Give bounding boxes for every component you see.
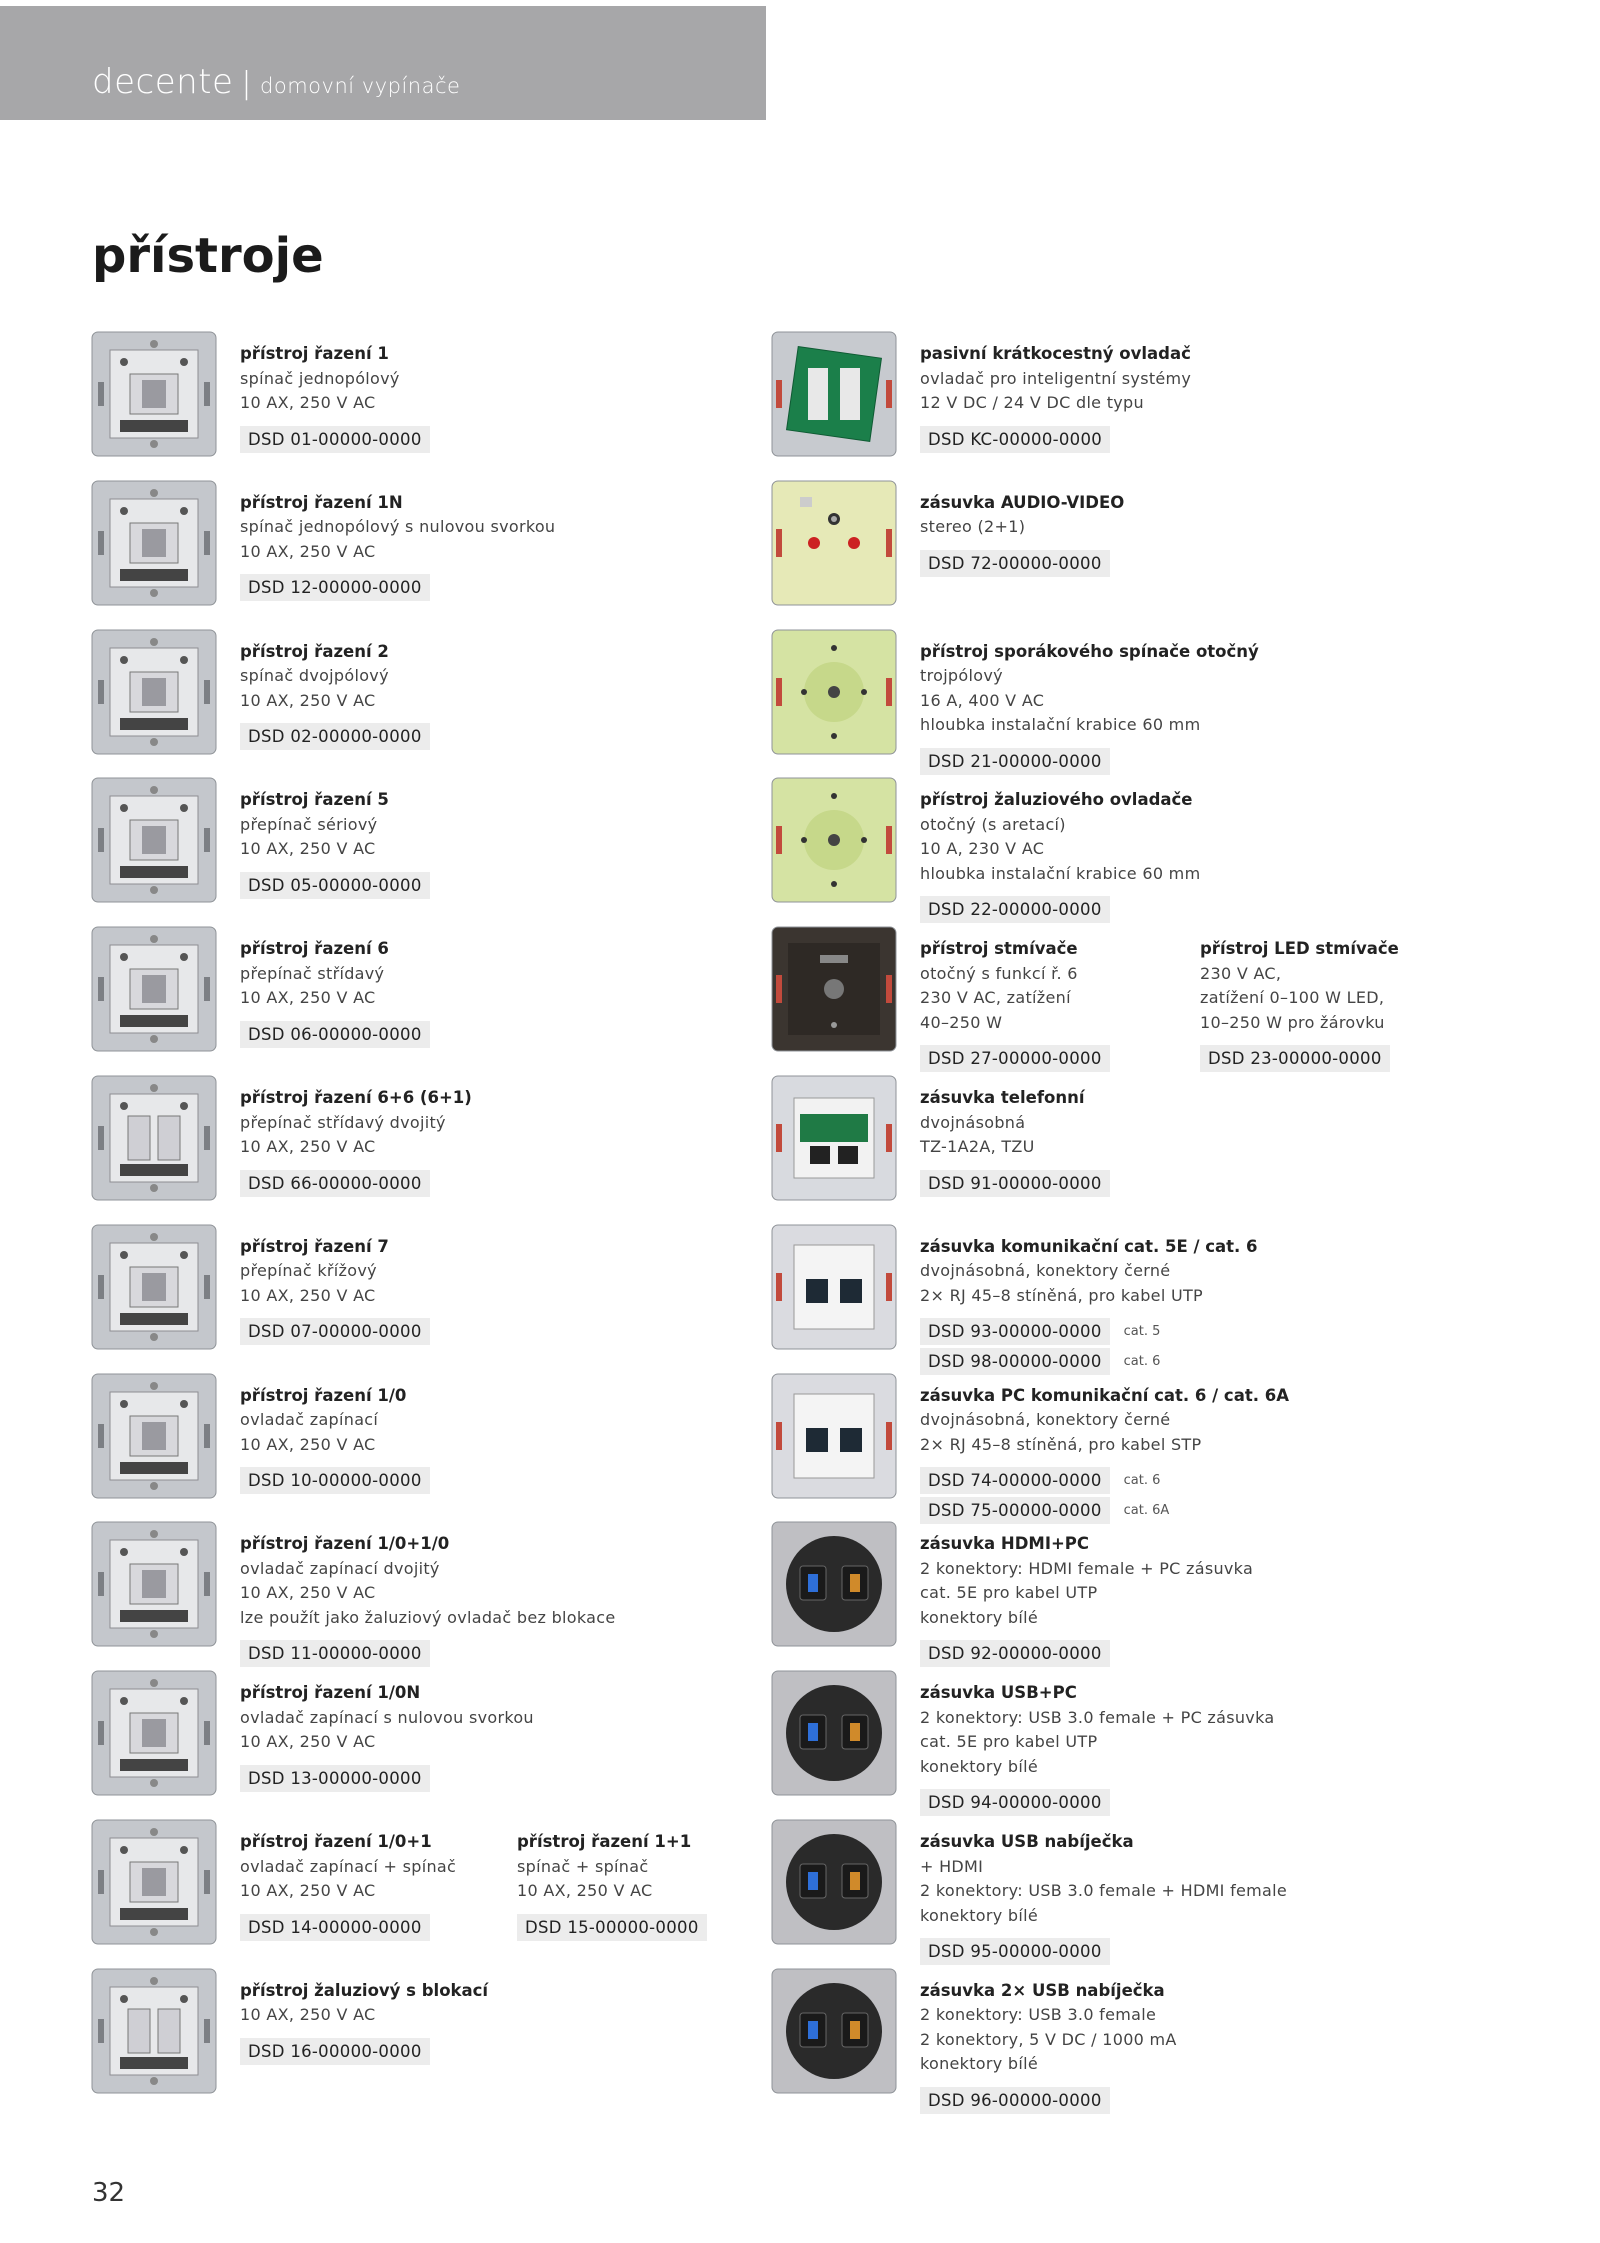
product-spec-line: ovladač pro inteligentní systémy xyxy=(920,368,1192,388)
product-name: přístroj řazení 1/0 xyxy=(240,1385,407,1405)
product-name: pasivní krátkocestný ovladač xyxy=(920,344,1191,363)
product-code: DSD 05-00000-0000 xyxy=(240,872,430,899)
product-code: DSD 02-00000-0000 xyxy=(240,723,430,750)
product-spec-line: 10 A, 230 V AC xyxy=(920,839,1045,859)
product-info xyxy=(920,1384,1289,1525)
product-info xyxy=(240,1979,488,2065)
product-spec-line: cat. 5E pro kabel UTP xyxy=(920,1732,1098,1752)
product-name: přístroj řazení 1N xyxy=(240,492,403,512)
brand-name: decente xyxy=(92,62,234,102)
product-spec-line: hloubka instalační krabice 60 mm xyxy=(920,863,1201,883)
product-item xyxy=(770,330,1570,470)
product-info xyxy=(240,491,555,602)
product-spec-line: 10 AX, 250 V AC xyxy=(240,541,376,561)
product-code-row xyxy=(517,1914,707,1941)
product-item xyxy=(770,1967,1570,2110)
product-spec-line: otočný s funkcí ř. 6 xyxy=(920,963,1078,983)
product-image xyxy=(90,1520,218,1648)
product-spec-line: 230 V AC, zatížení xyxy=(920,988,1071,1008)
product-item xyxy=(90,1223,710,1363)
product-image xyxy=(770,479,898,607)
product-spec-line: dvojnásobná, konektory černé xyxy=(920,1410,1171,1430)
product-code: DSD 10-00000-0000 xyxy=(240,1467,430,1494)
product-item xyxy=(90,925,710,1065)
product-spec-line: 10 AX, 250 V AC xyxy=(240,839,376,859)
product-spec-line: 40–250 W xyxy=(920,1012,1003,1032)
product-spec-line: lze použít jako žaluziový ovladač bez blokace xyxy=(240,1607,616,1627)
product-variant-info xyxy=(1200,937,1399,1072)
product-variant-info xyxy=(517,1830,707,1941)
product-spec-line: konektory bílé xyxy=(920,1756,1039,1776)
product-code-row xyxy=(240,1467,430,1494)
product-code: DSD 92-00000-0000 xyxy=(920,1640,1110,1667)
product-code-row xyxy=(920,426,1191,453)
product-code-row xyxy=(240,1170,472,1197)
product-spec-line: 16 A, 400 V AC xyxy=(920,690,1045,710)
product-code-row xyxy=(240,1021,430,1048)
product-name: zásuvka komunikační cat. 5E / cat. 6 xyxy=(920,1236,1258,1256)
product-spec-line: 10 AX, 250 V AC xyxy=(240,1881,376,1900)
product-info xyxy=(920,1681,1274,1816)
product-code: DSD 94-00000-0000 xyxy=(920,1789,1110,1816)
product-spec-line: 10 AX, 250 V AC xyxy=(240,690,376,710)
header-subtitle: domovní vypínače xyxy=(260,74,461,98)
product-info xyxy=(920,342,1191,453)
product-name: zásuvka 2× USB nabíječka xyxy=(920,1980,1165,2000)
product-spec-line: 10 AX, 250 V AC xyxy=(240,393,376,412)
product-spec-line: 12 V DC / 24 V DC dle typu xyxy=(920,393,1144,412)
product-image xyxy=(90,925,218,1053)
header-bar xyxy=(0,6,766,120)
product-name: přístroj řazení 1/0+1/0 xyxy=(240,1534,450,1554)
product-spec-line: TZ-1A2A, TZU xyxy=(920,1137,1035,1156)
product-code-row xyxy=(920,1789,1274,1816)
product-spec-line: 2 konektory, 5 V DC / 1000 mA xyxy=(920,2029,1177,2049)
product-info xyxy=(920,788,1200,923)
product-name: přístroj stmívače xyxy=(920,939,1078,959)
product-info xyxy=(920,640,1259,775)
product-spec-line: hloubka instalační krabice 60 mm xyxy=(920,715,1201,735)
product-spec-line: ovladač zapínací + spínač xyxy=(240,1856,457,1876)
product-code: DSD 15-00000-0000 xyxy=(517,1914,707,1941)
product-code: DSD 07-00000-0000 xyxy=(240,1318,430,1345)
product-info xyxy=(240,1086,472,1197)
product-spec-line: spínač jednopólový xyxy=(240,368,400,388)
product-spec-line: stereo (2+1) xyxy=(920,517,1026,537)
product-image xyxy=(770,1074,898,1202)
product-info xyxy=(240,1235,430,1346)
product-image xyxy=(770,1967,898,2095)
product-code: DSD 75-00000-0000 xyxy=(920,1497,1110,1524)
product-spec-line: 2× RJ 45–8 stíněná, pro kabel STP xyxy=(920,1434,1202,1454)
product-spec-line: spínač jednopólový s nulovou svorkou xyxy=(240,517,556,537)
product-image xyxy=(770,1520,898,1648)
product-code-row xyxy=(920,2087,1177,2114)
product-image xyxy=(770,1372,898,1500)
product-code: DSD 72-00000-0000 xyxy=(920,550,1110,577)
product-item xyxy=(90,776,710,916)
product-spec-line: otočný (s aretací) xyxy=(920,814,1066,834)
product-item xyxy=(90,330,710,470)
product-code-row xyxy=(920,1170,1110,1197)
product-info xyxy=(240,1681,534,1792)
product-name: zásuvka HDMI+PC xyxy=(920,1534,1090,1554)
product-image xyxy=(770,628,898,756)
product-info xyxy=(920,1532,1253,1667)
product-info xyxy=(920,937,1110,1072)
product-code-row xyxy=(920,748,1259,775)
product-spec-line: konektory bílé xyxy=(920,1905,1039,1925)
product-spec-line: dvojnásobná, konektory černé xyxy=(920,1261,1171,1281)
product-code: DSD 06-00000-0000 xyxy=(240,1021,430,1048)
product-info xyxy=(240,937,430,1048)
product-image xyxy=(90,1818,218,1946)
product-info xyxy=(240,342,430,453)
product-code: DSD 96-00000-0000 xyxy=(920,2087,1110,2114)
product-code: DSD 23-00000-0000 xyxy=(1200,1045,1390,1072)
product-code-row xyxy=(240,723,430,750)
product-code-note: cat. 5 xyxy=(1123,1324,1161,1340)
product-code: DSD 01-00000-0000 xyxy=(240,426,430,453)
product-spec-line: 10 AX, 250 V AC xyxy=(240,988,376,1008)
product-spec-line: ovladač zapínací dvojitý xyxy=(240,1558,440,1578)
product-code-row xyxy=(240,574,555,601)
product-spec-line: 10 AX, 250 V AC xyxy=(240,2005,376,2025)
product-spec-line: 10 AX, 250 V AC xyxy=(240,1732,376,1752)
product-item xyxy=(770,1372,1570,1521)
product-spec-line: ovladač zapínací xyxy=(240,1410,379,1430)
product-code-row xyxy=(240,2038,488,2065)
product-code-row xyxy=(920,896,1200,923)
product-item xyxy=(770,628,1570,771)
product-name: zásuvka USB+PC xyxy=(920,1683,1077,1703)
product-item xyxy=(90,1372,710,1512)
product-spec-line: zatížení 0–100 W LED, xyxy=(1200,988,1385,1008)
product-code: DSD 14-00000-0000 xyxy=(240,1914,430,1941)
product-name: zásuvka telefonní xyxy=(920,1088,1085,1107)
product-spec-line: 2× RJ 45–8 stíněná, pro kabel UTP xyxy=(920,1285,1203,1305)
product-code: DSD 91-00000-0000 xyxy=(920,1170,1110,1197)
product-name: přístroj řazení 5 xyxy=(240,790,389,810)
product-code-row xyxy=(240,1914,456,1941)
product-info xyxy=(920,1235,1258,1376)
product-code: DSD 12-00000-0000 xyxy=(240,574,430,601)
product-code: DSD 74-00000-0000 xyxy=(920,1467,1110,1494)
product-spec-line: přepínač sériový xyxy=(240,814,378,834)
product-spec-line: + HDMI xyxy=(920,1856,984,1876)
product-code-row xyxy=(240,1765,534,1792)
product-spec-line: přepínač křížový xyxy=(240,1261,377,1281)
product-spec-line: 10 AX, 250 V AC xyxy=(240,1434,376,1454)
product-spec-line: 10 AX, 250 V AC xyxy=(240,1583,376,1603)
product-spec-line: spínač dvojpólový xyxy=(240,666,389,686)
product-code: DSD 21-00000-0000 xyxy=(920,748,1110,775)
product-spec-line: přepínač střídavý dvojitý xyxy=(240,1112,446,1132)
product-info xyxy=(240,788,430,899)
product-image xyxy=(90,1669,218,1797)
product-name: přístroj LED stmívače xyxy=(1200,939,1399,959)
product-code-row xyxy=(240,426,430,453)
product-spec-line: přepínač střídavý xyxy=(240,963,385,983)
product-item xyxy=(90,1967,710,2107)
product-image xyxy=(770,1669,898,1797)
product-image xyxy=(90,1372,218,1500)
product-info xyxy=(920,1086,1110,1197)
product-code-note: cat. 6 xyxy=(1123,1473,1161,1489)
product-item xyxy=(770,1074,1570,1214)
product-name: přístroj řazení 7 xyxy=(240,1236,389,1256)
product-image xyxy=(770,925,898,1053)
product-name: přístroj řazení 1+1 xyxy=(517,1832,692,1851)
product-code-row xyxy=(920,550,1124,577)
product-name: přístroj řazení 1 xyxy=(240,344,389,363)
page-number: 32 xyxy=(92,2178,126,2208)
product-code: DSD KC-00000-0000 xyxy=(920,426,1110,453)
product-code-row xyxy=(920,1318,1258,1345)
product-image xyxy=(90,776,218,904)
product-spec-line: ovladač zapínací s nulovou svorkou xyxy=(240,1707,534,1727)
product-info xyxy=(920,491,1124,577)
product-name: přístroj řazení 2 xyxy=(240,641,389,661)
product-name: zásuvka PC komunikační cat. 6 / cat. 6A xyxy=(920,1385,1289,1405)
header-separator: | xyxy=(241,66,253,101)
product-code: DSD 27-00000-0000 xyxy=(920,1045,1110,1072)
product-spec-line: 10 AX, 250 V AC xyxy=(240,1137,376,1156)
product-spec-line: dvojnásobná xyxy=(920,1112,1026,1132)
product-code: DSD 13-00000-0000 xyxy=(240,1765,430,1792)
product-code: DSD 16-00000-0000 xyxy=(240,2038,430,2065)
product-code: DSD 95-00000-0000 xyxy=(920,1938,1110,1965)
product-code: DSD 98-00000-0000 xyxy=(920,1348,1110,1375)
product-info xyxy=(920,1979,1177,2114)
product-code-row xyxy=(240,872,430,899)
product-name: přístroj sporákového spínače otočný xyxy=(920,641,1259,661)
product-image xyxy=(770,776,898,904)
header-title xyxy=(92,62,460,102)
product-image xyxy=(770,1223,898,1351)
product-spec-line: 2 konektory: USB 3.0 female + HDMI female xyxy=(920,1881,1288,1900)
product-item xyxy=(90,1074,710,1214)
product-spec-line: 10–250 W pro žárovku xyxy=(1200,1012,1385,1032)
product-spec-line: trojpólový xyxy=(920,666,1003,686)
product-info xyxy=(920,1830,1287,1965)
product-name: přístroj řazení 1/0+1 xyxy=(240,1832,432,1851)
product-item xyxy=(90,1520,710,1664)
product-spec-line: 2 konektory: HDMI female + PC zásuvka xyxy=(920,1558,1254,1578)
product-code-row xyxy=(1200,1045,1399,1072)
product-name: přístroj řazení 6+6 (6+1) xyxy=(240,1088,472,1107)
product-code: DSD 93-00000-0000 xyxy=(920,1318,1110,1345)
product-spec-line: 230 V AC, xyxy=(1200,963,1282,983)
product-item xyxy=(770,1669,1570,1813)
product-spec-line: 10 AX, 250 V AC xyxy=(517,1881,653,1900)
product-image xyxy=(90,330,218,458)
product-spec-line: 2 konektory: USB 3.0 female + PC zásuvka xyxy=(920,1707,1275,1727)
product-name: přístroj řazení 6 xyxy=(240,939,389,959)
product-image xyxy=(770,330,898,458)
product-info xyxy=(240,640,430,751)
page-title: přístroje xyxy=(92,228,324,284)
product-item xyxy=(770,925,1570,1069)
product-code-row xyxy=(920,1938,1287,1965)
product-name: přístroj řazení 1/0N xyxy=(240,1683,421,1703)
product-spec-line: konektory bílé xyxy=(920,1607,1039,1627)
product-item xyxy=(770,776,1570,920)
product-image xyxy=(90,1967,218,2095)
product-image xyxy=(90,479,218,607)
product-code: DSD 11-00000-0000 xyxy=(240,1640,430,1667)
product-info xyxy=(240,1830,456,1941)
product-spec-line: spínač + spínač xyxy=(517,1856,649,1876)
product-item xyxy=(90,479,710,619)
product-code-row xyxy=(920,1045,1110,1072)
product-spec-line: konektory bílé xyxy=(920,2054,1039,2074)
product-code: DSD 66-00000-0000 xyxy=(240,1170,430,1197)
product-item xyxy=(770,1223,1570,1372)
product-spec-line: cat. 5E pro kabel UTP xyxy=(920,1583,1098,1603)
product-code-note: cat. 6 xyxy=(1123,1354,1161,1370)
product-image xyxy=(90,628,218,756)
product-code-note: cat. 6A xyxy=(1123,1503,1170,1519)
product-spec-line: 10 AX, 250 V AC xyxy=(240,1285,376,1305)
product-info xyxy=(240,1532,615,1667)
product-info xyxy=(240,1384,430,1495)
product-item xyxy=(770,1818,1570,1961)
product-item xyxy=(90,1669,710,1809)
product-item xyxy=(770,1520,1570,1664)
product-spec-line: 2 konektory: USB 3.0 female xyxy=(920,2005,1157,2025)
product-code: DSD 22-00000-0000 xyxy=(920,896,1110,923)
product-item xyxy=(770,479,1570,619)
product-name: zásuvka AUDIO-VIDEO xyxy=(920,492,1125,512)
product-code-row xyxy=(240,1640,615,1667)
product-image xyxy=(90,1223,218,1351)
product-item xyxy=(90,1818,710,1958)
product-name: přístroj žaluziový s blokací xyxy=(240,1980,489,2000)
product-code-row xyxy=(920,1467,1289,1494)
product-name: přístroj žaluziového ovladače xyxy=(920,790,1193,810)
product-name: zásuvka USB nabíječka xyxy=(920,1832,1134,1851)
product-image xyxy=(770,1818,898,1946)
product-code-row xyxy=(920,1640,1253,1667)
product-image xyxy=(90,1074,218,1202)
product-code-row xyxy=(240,1318,430,1345)
product-item xyxy=(90,628,710,768)
